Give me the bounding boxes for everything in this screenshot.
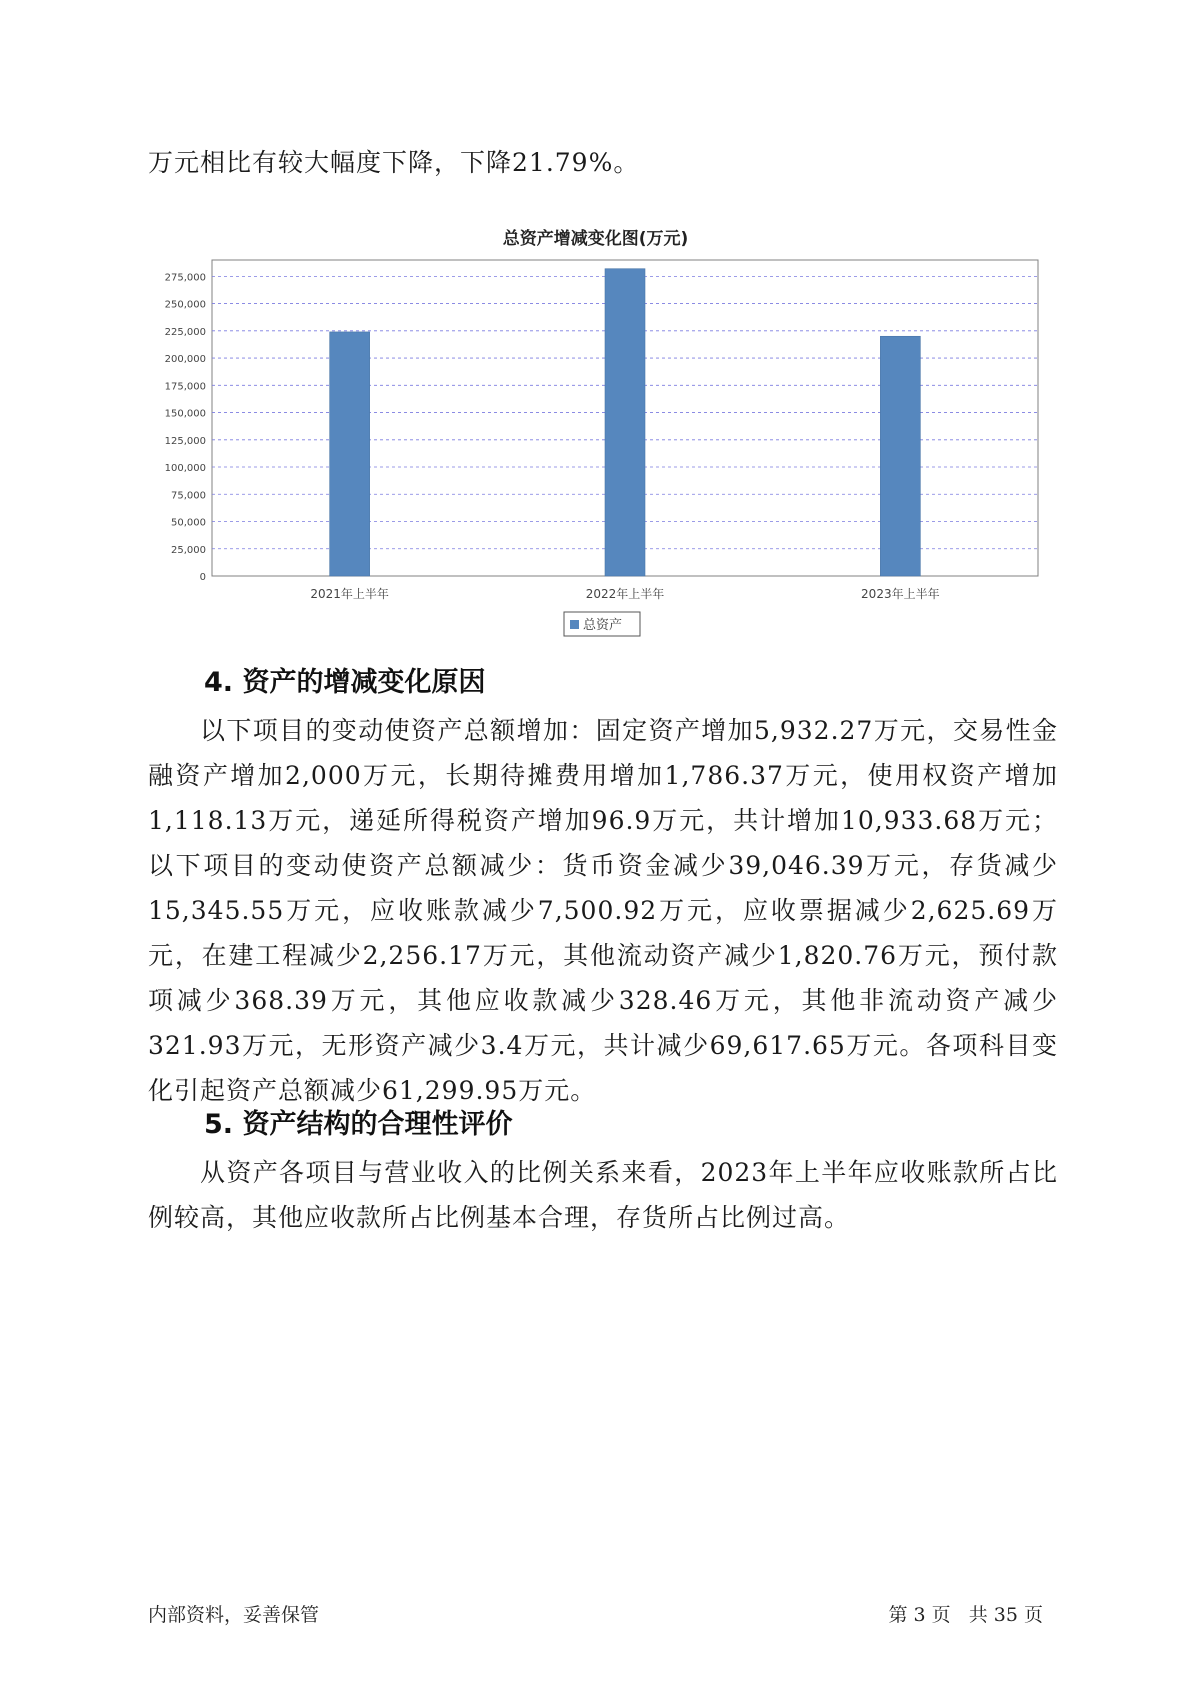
page-number: 第 3 页 共 35 页 <box>888 1604 1043 1626</box>
chart-title: 总资产增减变化图(万元) <box>502 229 689 249</box>
y-tick-label: 175,000 <box>164 381 206 393</box>
bar <box>605 269 645 576</box>
y-tick-label: 150,000 <box>164 408 206 420</box>
y-tick-label: 250,000 <box>164 299 206 311</box>
section-4-heading: 4. 资产的增减变化原因 <box>204 667 486 698</box>
x-tick-label: 2023年上半年 <box>861 587 940 601</box>
section-4-paragraph: 以下项目的变动使资产总额增加：固定资产增加5,932.27万元，交易性金融资产增加2,000万元，长期待摊费用增加1,786.37万元，使用权资产增加1,118.13万元，递延所得税资产增加96.9万元，共计增加10,933.68万元；以下项目的变动使资产总额减少：货币资金减少39,046.39万元，存货减少15,345.55万元，应收账款减少7,500.92万元，应收票据减少2,625.69万元，在建工程减少2,256.17万元，其他流动资产减少1,820.76万元，预付款项减少368.39万元，其他应收款减少328.46万元，其他非流动资产减少321.93万元，无形资产减少3.4万元，共计减少69,617.65万元。各项科目变化引起资产总额减少61,299.95万元。 <box>148 716 1058 1105</box>
y-tick-label: 25,000 <box>171 544 206 556</box>
y-tick-label: 225,000 <box>164 326 206 338</box>
legend-swatch <box>570 620 579 629</box>
x-tick-label: 2021年上半年 <box>310 587 389 601</box>
section-5-paragraph: 从资产各项目与营业收入的比例关系来看，2023年上半年应收账款所占比例较高，其他应收款所占比例基本合理，存货所占比例过高。 <box>148 1158 1058 1232</box>
section-5-heading: 5. 资产结构的合理性评价 <box>204 1109 513 1140</box>
bar <box>880 336 920 576</box>
y-tick-label: 0 <box>199 572 206 583</box>
legend-label: 总资产 <box>583 618 623 633</box>
y-tick-label: 200,000 <box>164 354 206 366</box>
x-tick-label: 2022年上半年 <box>585 587 665 601</box>
total-assets-bar-chart <box>160 258 1040 638</box>
footer-note: 内部资料，妥善保管 <box>148 1604 320 1626</box>
y-tick-label: 50,000 <box>171 517 206 529</box>
y-tick-label: 125,000 <box>164 435 206 447</box>
bar <box>330 332 370 576</box>
y-tick-label: 100,000 <box>164 463 206 475</box>
intro-line: 万元相比有较大幅度下降，下降21.79%。 <box>148 148 640 177</box>
y-tick-label: 275,000 <box>164 272 206 284</box>
y-tick-label: 75,000 <box>171 490 206 502</box>
